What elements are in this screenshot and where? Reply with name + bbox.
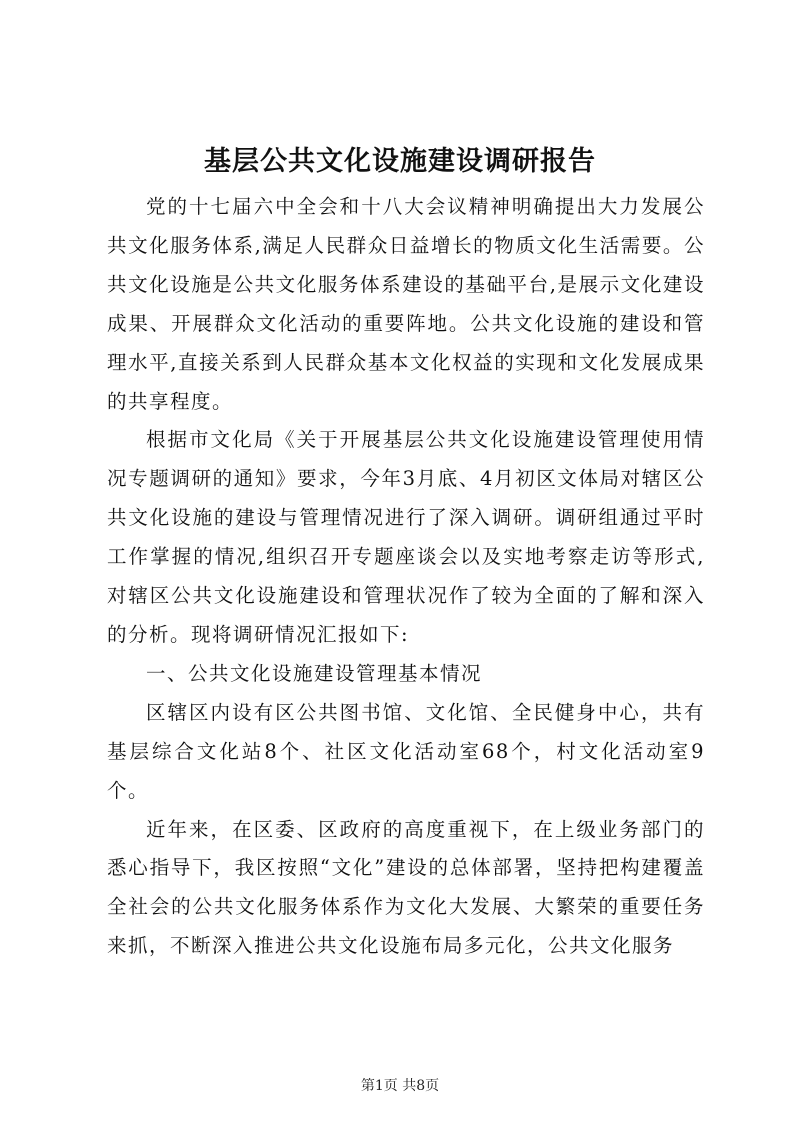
document-body xyxy=(107,188,705,966)
paragraph-facilities: 区辖区内设有区公共图书馆、文化馆、全民健身中心，共有基层综合文化站8个、社区文化活动室68个，村文化活动室9个。 xyxy=(107,700,705,802)
page-number: 第1页 共8页 xyxy=(360,1078,440,1094)
document-title: 基层公共文化设施建设调研报告 xyxy=(204,146,596,177)
paragraph-intro: 党的十七届六中全会和十八大会议精神明确提出大力发展公共文化服务体系,满足人民群众日益增长的物质文化生活需要。公共文化设施是公共文化服务体系建设的基础平台,是展示文化建设成果、开展群众文化活动的重要阵地。公共文化设施的建设和管理水平,直接关系到人民群众基本文化权益的实现和文化发展成果的共享程度。 xyxy=(107,195,705,413)
section-heading: 一、公共文化设施建设管理基本情况 xyxy=(146,661,483,685)
paragraph-background: 根据市文化局《关于开展基层公共文化设施建设管理使用情况专题调研的通知》要求，今年3月底、4月初区文体局对辖区公共文化设施的建设与管理情况进行了深入调研。调研组通过平时工作掌握的情况,组织召开专题座谈会以及实地考察走访等形式,对辖区公共文化设施建设和管理状况作了较为全面的了解和深入的分析。现将调研情况汇报如下: xyxy=(107,428,705,646)
paragraph-progress: 近年来，在区委、区政府的高度重视下，在上级业务部门的悉心指导下，我区按照“文化”建设的总体部署，坚持把构建覆盖全社会的公共文化服务体系作为文化大发展、大繁荣的重要任务来抓，不断深入推进公共文化设施布局多元化，公共文化服务 xyxy=(107,817,705,958)
